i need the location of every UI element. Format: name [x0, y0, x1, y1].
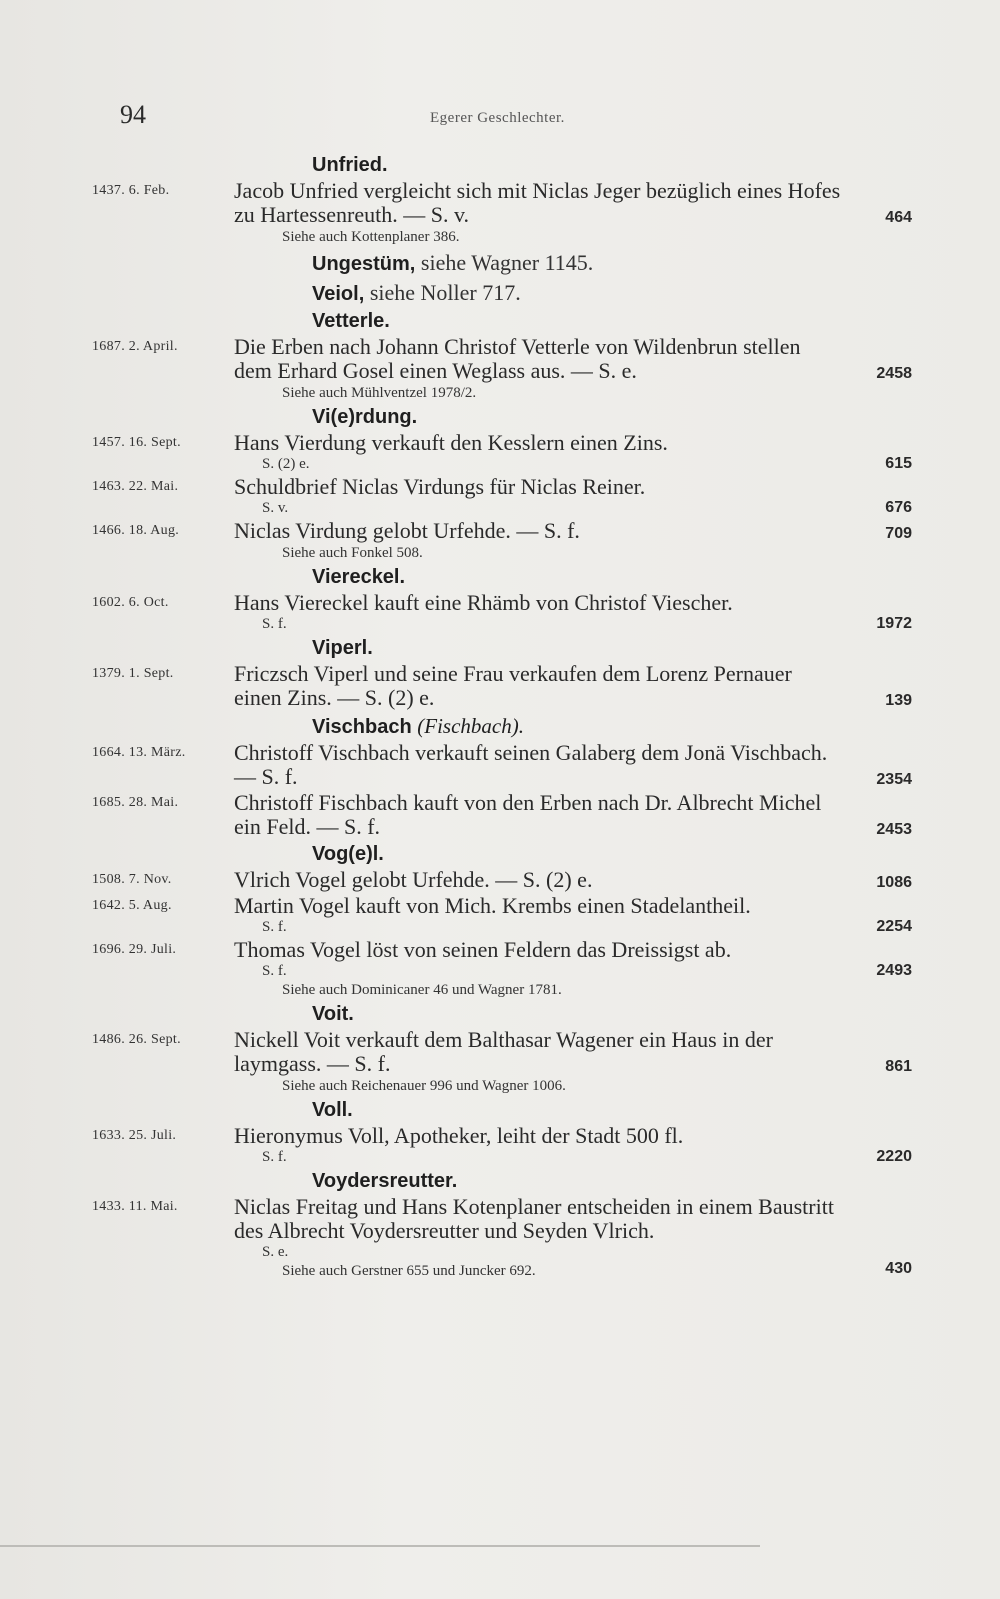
register-entry [92, 475, 912, 517]
entry-text: Martin Vogel kauft von Mich. Krembs einen Stadelantheil. [234, 893, 751, 918]
entry-date: 1664. 13. März. [92, 745, 186, 760]
entry-date: 1696. 29. Juli. [92, 942, 177, 957]
register-entry [92, 938, 912, 980]
heading-name: Vi(e)rdung. [312, 406, 418, 428]
see-also-text: Siehe auch Dominicaner 46 und Wagner 1781. [282, 982, 562, 998]
page-content [92, 150, 912, 1284]
entry-text: Hans Viereckel kauft eine Rhämb von Christof Viescher. [234, 590, 733, 615]
register-entry [92, 894, 912, 936]
see-also-text: Siehe auch Mühlventzel 1978/2. [282, 385, 477, 401]
entry-date: 1508. 7. Nov. [92, 872, 172, 887]
section-heading [312, 406, 912, 429]
see-also-note [282, 1078, 912, 1095]
heading-name: Viperl. [312, 637, 373, 659]
entry-text: Vlrich Vogel gelobt Urfehde. — S. (2) e. [234, 867, 593, 892]
entry-text: Christoff Vischbach verkauft seinen Galaberg dem Jonä Vischbach. — S. f. [234, 740, 828, 789]
see-also-note [282, 385, 912, 402]
register-entry [92, 431, 912, 473]
see-also-text: Siehe auch Reichenauer 996 und Wagner 1006. [282, 1078, 566, 1094]
entry-text: Nickell Voit verkauft dem Balthasar Wagener ein Haus in der laymgass. — S. f. [234, 1027, 773, 1076]
section-heading [312, 1170, 912, 1193]
entry-number: 2453 [876, 821, 912, 838]
entry-number: 2493 [876, 962, 912, 979]
register-entry [92, 1028, 912, 1076]
entry-number: 430 [885, 1260, 912, 1277]
section-heading [312, 310, 912, 333]
entry-number: 861 [885, 1058, 912, 1075]
entry-text: Friczsch Viperl und seine Frau verkaufen dem Lorenz Pernauer einen Zins. — S. (2) e. [234, 661, 792, 710]
entry-text: Thomas Vogel löst von seinen Feldern das Dreissigst ab. [234, 937, 732, 962]
cross-reference: siehe Noller 717. [369, 280, 521, 305]
entry-seal: S. f. [262, 616, 287, 632]
section-heading [312, 250, 912, 276]
heading-name: Voll. [312, 1099, 353, 1121]
running-title: Egerer Geschlechter. [430, 110, 565, 126]
see-also-text: Siehe auch Gerstner 655 und Juncker 692. [282, 1263, 536, 1279]
see-also-text: Siehe auch Kottenplaner 386. [282, 229, 460, 245]
heading-name: Voit. [312, 1003, 354, 1025]
entry-date: 1687. 2. April. [92, 339, 178, 354]
entry-date: 1433. 11. Mai. [92, 1199, 178, 1214]
cross-reference: siehe Wagner 1145. [420, 250, 594, 275]
entry-date: 1466. 18. Aug. [92, 523, 180, 538]
entry-text: Hieronymus Voll, Apotheker, leiht der Stadt 500 fl. [234, 1123, 684, 1148]
entry-text: Jacob Unfried vergleicht sich mit Niclas Jeger bezüglich eines Hofes zu Hartessenreuth. — S. v. [234, 178, 841, 227]
heading-name: Vetterle. [312, 310, 390, 332]
entry-date: 1379. 1. Sept. [92, 666, 174, 681]
entry-number: 709 [885, 525, 912, 542]
see-also-note [282, 1260, 912, 1280]
register-entry [92, 1124, 912, 1166]
heading-name: Unfried. [312, 154, 388, 176]
entry-number: 2254 [876, 918, 912, 935]
entry-date: 1463. 22. Mai. [92, 479, 179, 494]
page-number: 94 [120, 100, 146, 129]
entry-number: 615 [885, 455, 912, 472]
section-heading [312, 714, 912, 739]
section-heading [312, 637, 912, 660]
register-entry [92, 179, 912, 227]
entry-number: 2220 [876, 1148, 912, 1165]
entry-text: Niclas Freitag und Hans Kotenplaner entscheiden in einem Baustritt des Albrecht Voydersreutter und Seyden Vlrich. [234, 1194, 834, 1243]
entry-date: 1437. 6. Feb. [92, 183, 170, 198]
register-entry [92, 791, 912, 839]
entry-text: Schuldbrief Niclas Virdungs für Niclas Reiner. [234, 474, 646, 499]
see-also-note [282, 982, 912, 999]
entry-date: 1486. 26. Sept. [92, 1032, 181, 1047]
entry-date: 1685. 28. Mai. [92, 795, 179, 810]
register-entry [92, 335, 912, 383]
see-also-text: Siehe auch Fonkel 508. [282, 545, 423, 561]
entry-number: 676 [885, 499, 912, 516]
section-heading [312, 843, 912, 866]
bottom-rule [0, 1545, 760, 1547]
entry-date: 1602. 6. Oct. [92, 595, 169, 610]
heading-name: Ungestüm, [312, 253, 416, 275]
entry-date: 1633. 25. Juli. [92, 1128, 177, 1143]
register-entry [92, 741, 912, 789]
section-heading [312, 1099, 912, 1122]
section-heading [312, 1003, 912, 1026]
heading-name: Veiol, [312, 283, 365, 305]
entry-seal: S. f. [262, 963, 287, 979]
entry-text: Hans Vierdung verkauft den Kesslern einen Zins. [234, 430, 668, 455]
entry-seal: S. f. [262, 919, 287, 935]
see-also-note [282, 229, 912, 246]
entry-date: 1457. 16. Sept. [92, 435, 181, 450]
entry-number: 2354 [876, 771, 912, 788]
see-also-note [282, 545, 912, 562]
section-heading [312, 566, 912, 589]
register-entry [92, 1195, 912, 1261]
entry-number: 1972 [876, 615, 912, 632]
entry-seal: S. f. [262, 1149, 287, 1165]
entry-number: 139 [885, 692, 912, 709]
entry-text: Christoff Fischbach kauft von den Erben nach Dr. Albrecht Michel ein Feld. — S. f. [234, 790, 822, 839]
heading-variant: (Fischbach). [417, 714, 524, 738]
entry-seal: S. (2) e. [262, 456, 310, 472]
register-entry [92, 868, 912, 892]
section-heading [312, 154, 912, 177]
entry-seal: S. e. [262, 1244, 289, 1260]
register-entry [92, 662, 912, 710]
entry-text: Die Erben nach Johann Christof Vetterle von Wildenbrun stellen dem Erhard Gosel einen Weglass aus. — S. e. [234, 334, 801, 383]
entry-date: 1642. 5. Aug. [92, 898, 172, 913]
heading-name: Viereckel. [312, 566, 406, 588]
heading-name: Voydersreutter. [312, 1170, 458, 1192]
heading-name: Vog(e)l. [312, 843, 384, 865]
entry-number: 464 [885, 209, 912, 226]
register-entry [92, 591, 912, 633]
entry-number: 1086 [876, 874, 912, 891]
entry-seal: S. v. [262, 500, 289, 516]
entry-text: Niclas Virdung gelobt Urfehde. — S. f. [234, 518, 580, 543]
entry-number: 2458 [876, 365, 912, 382]
register-entry [92, 519, 912, 543]
heading-name: Vischbach [312, 716, 412, 738]
section-heading [312, 280, 912, 306]
